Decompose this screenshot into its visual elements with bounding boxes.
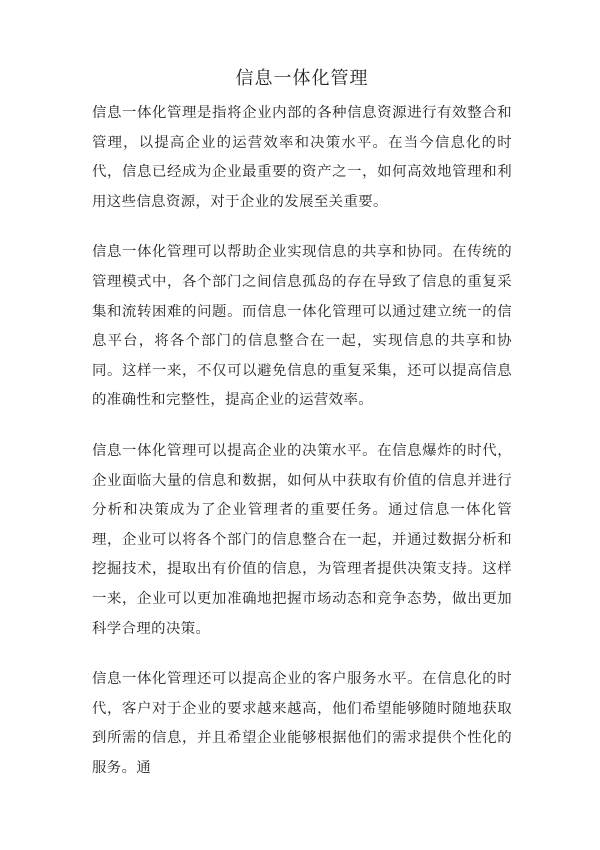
paragraph-1: 信息一体化管理是指将企业内部的各种信息资源进行有效整合和管理，以提高企业的运营效率和决策水平。在当今信息化的时代，信息已经成为企业最重要的资产之一，如何高效地管理和利用这些信息资源，对于企业的发展至关重要。 [92, 105, 512, 210]
document-title: 信息一体化管理 [235, 68, 369, 89]
paragraph-3: 信息一体化管理可以提高企业的决策水平。在信息爆炸的时代，企业面临大量的信息和数据，如何从中获取有价值的信息并进行分析和决策成为了企业管理者的重要任务。通过信息一体化管理，企业可以将各个部门的信息整合在一起，并通过数据分析和挖掘技术，提取出有价值的信息，为管理者提供决策支持。这样一来，企业可以更加准确地把握市场动态和竞争态势，做出更加科学合理的决策。 [92, 442, 512, 637]
paragraph-2: 信息一体化管理可以帮助企业实现信息的共享和协同。在传统的管理模式中，各个部门之间信息孤岛的存在导致了信息的重复采集和流转困难的问题。而信息一体化管理可以通过建立统一的信息平台，将各个部门的信息整合在一起，实现信息的共享和协同。这样一来，不仅可以避免信息的重复采集，还可以提高信息的准确性和完整性，提高企业的运营效率。 [92, 244, 512, 409]
paragraph-4: 信息一体化管理还可以提高企业的客户服务水平。在信息化的时代，客户对于企业的要求越来越高，他们希望能够随时随地获取到所需的信息，并且希望企业能够根据他们的需求提供个性化的服务。通 [92, 671, 512, 776]
